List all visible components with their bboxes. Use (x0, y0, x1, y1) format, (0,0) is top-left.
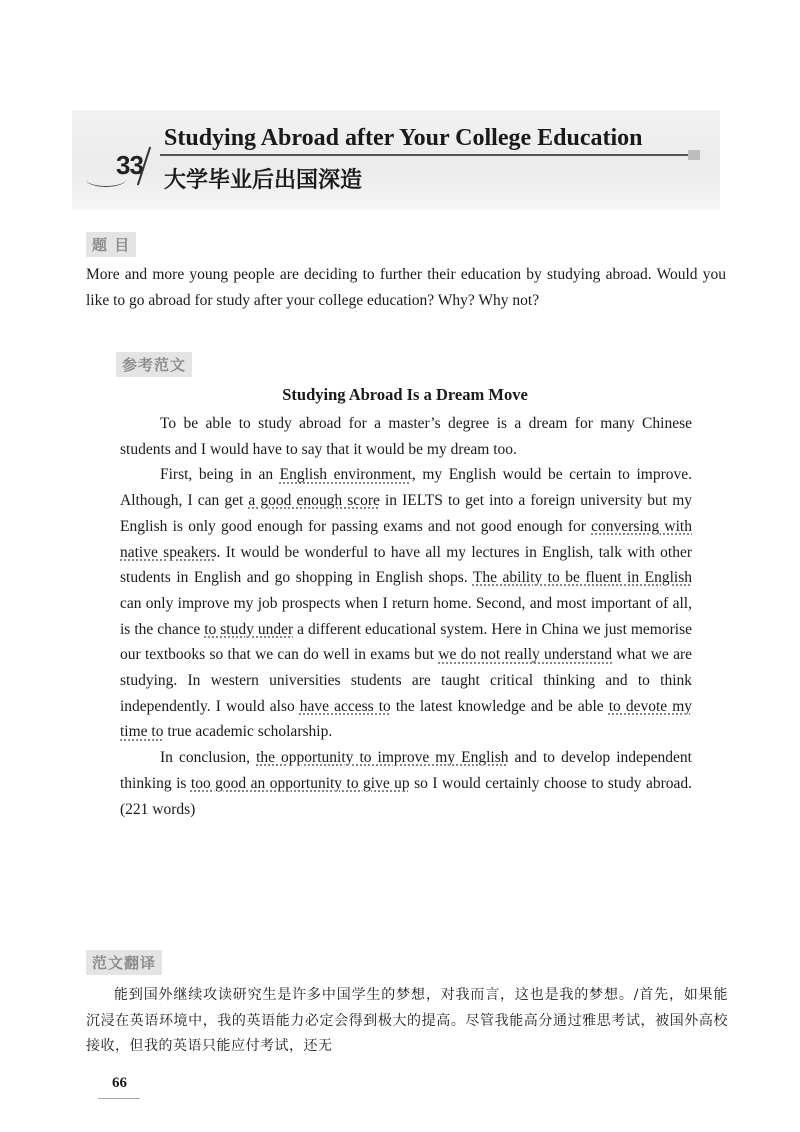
essay-title: Studying Abroad Is a Dream Move (282, 385, 528, 404)
title-rule (160, 154, 690, 156)
text-run: In conclusion, (160, 749, 257, 767)
title-english: Studying Abroad after Your College Education (164, 125, 643, 151)
text-run: a different educational system. Here in China we just memorise our textbooks so that we can do well in exams but (120, 620, 692, 664)
text-run: and to develop independent thinking is (120, 749, 692, 792)
topic-label: 题 目 (86, 232, 136, 257)
translation-body (86, 983, 728, 1060)
title-chinese: 大学毕业后出国深造 (164, 168, 363, 193)
essay-paragraph-2 (120, 462, 692, 745)
key-phrase: English environment (279, 466, 412, 484)
key-phrase: The ability to be fluent in English (472, 569, 692, 587)
key-phrase: we do not really understand (438, 646, 613, 664)
essay-body (120, 411, 692, 822)
text-run: , my English would be certain to improve. Although, I can get (120, 466, 692, 510)
text-run: so I would certainly choose to study abroad. (221 words) (120, 774, 692, 818)
key-phrase: have access to (299, 697, 391, 715)
text-run: can only improve my job prospects when I return home. Second, and most important of all, is the chance (120, 594, 692, 638)
text-run: in IELTS to get into a foreign university but my English is only good enough for passing exams and not good enough for (120, 492, 692, 535)
key-phrase: to study under (204, 620, 294, 638)
text-run: First, being in an (160, 466, 280, 484)
model-essay-label: 参考范文 (116, 352, 192, 377)
translation-paragraph: 能到国外继续攻读研究生是许多中国学生的梦想，对我而言，这也是我的梦想。/首先，如果能沉浸在英语环境中，我的英语能力必定会得到极大的提高。尽管我能高分通过雅思考试，被国外高校接收，但我的英语只能应付考试，还无 (86, 987, 728, 1054)
key-phrase: the opportunity to improve my English (256, 749, 509, 767)
title-rule-end (688, 150, 700, 160)
key-phrase: to devote my time to (120, 697, 692, 741)
text-run: true academic scholarship. (163, 723, 333, 741)
key-phrase: too good an opportunity to give up (190, 774, 410, 792)
key-phrase: a good enough score (248, 492, 380, 510)
essay-paragraph-1: To be able to study abroad for a master’s degree is a dream for many Chinese students and I would have to say that it would be my dream too. (120, 415, 692, 458)
key-phrase: conversing with native speakers (120, 517, 692, 561)
page-number: 66 (112, 1075, 127, 1091)
lesson-number: 33 (116, 150, 143, 180)
text-run: what we are studying. In western universities students are taught critical thinking and to think independently. I would also (120, 646, 692, 715)
page-number-rule (98, 1098, 140, 1099)
translation-label: 范文翻译 (86, 950, 162, 975)
text-run: the latest knowledge and be able (390, 697, 609, 715)
prompt-text: More and more young people are deciding to further their education by studying abroad. Would you like to go abroad for study after your college education? Why? Why not? (86, 266, 726, 309)
essay-paragraph-3 (120, 745, 692, 822)
text-run: . It would be wonderful to have all my lectures in English, talk with other students in English and go shopping in English shops. (120, 543, 692, 587)
